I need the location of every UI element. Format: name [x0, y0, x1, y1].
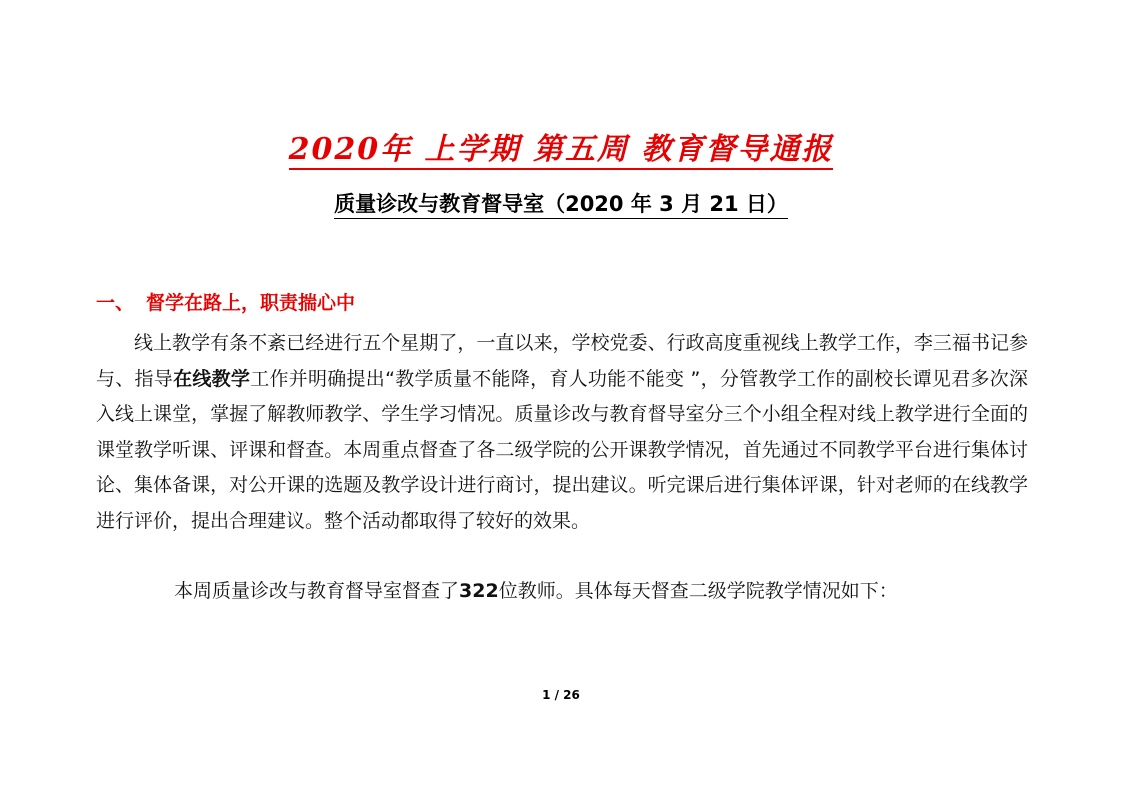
report-subtitle-text: 质量诊改与教育督导室（2020 年 3 月 21 日）	[334, 192, 788, 219]
body-paragraph-part2: 工作并明确提出“教学质量不能降，育人功能不能变 ”，分管教学工作的副校长谭见君多次深入线上课堂，掌握了解教师教学、学生学习情况。质量诊改与教育督导室分三个小组全程对线上教学进行全面的课堂教学听课、评课和督查。本周重点督查了各二级学院的公开课教学情况，首先通过不同教学平台进行集体讨论、集体备课，对公开课的选题及教学设计进行商讨，提出建议。听完课后进行集体评课，针对老师的在线教学进行评价，提出合理建议。整个活动都取得了较好的效果。	[96, 367, 1028, 532]
section-heading-text: 督学在路上，职责揣心中	[146, 292, 356, 314]
report-subtitle	[0, 188, 1122, 218]
report-title-text: 2020年 上学期 第五周 教育督导通报	[289, 132, 834, 170]
report-title	[0, 124, 1122, 168]
summary-count: 322	[459, 580, 499, 602]
section-number: 一、	[96, 292, 135, 314]
body-paragraph-bold: 在线教学	[173, 367, 251, 390]
page-number: 1 / 26	[542, 688, 580, 702]
summary-line	[174, 576, 898, 603]
body-paragraph	[96, 326, 1028, 539]
summary-after: 位教师。具体每天督查二级学院教学情况如下：	[498, 580, 898, 602]
body-paragraph-part1: 线上教学有条不紊已经进行五个星期了，一直以来，学校党委、行政高度重视线上教学工作，李三福书记参与、指导	[96, 332, 1028, 390]
section-heading	[96, 288, 355, 315]
summary-before: 本周质量诊改与教育督导室督查了	[174, 580, 460, 602]
